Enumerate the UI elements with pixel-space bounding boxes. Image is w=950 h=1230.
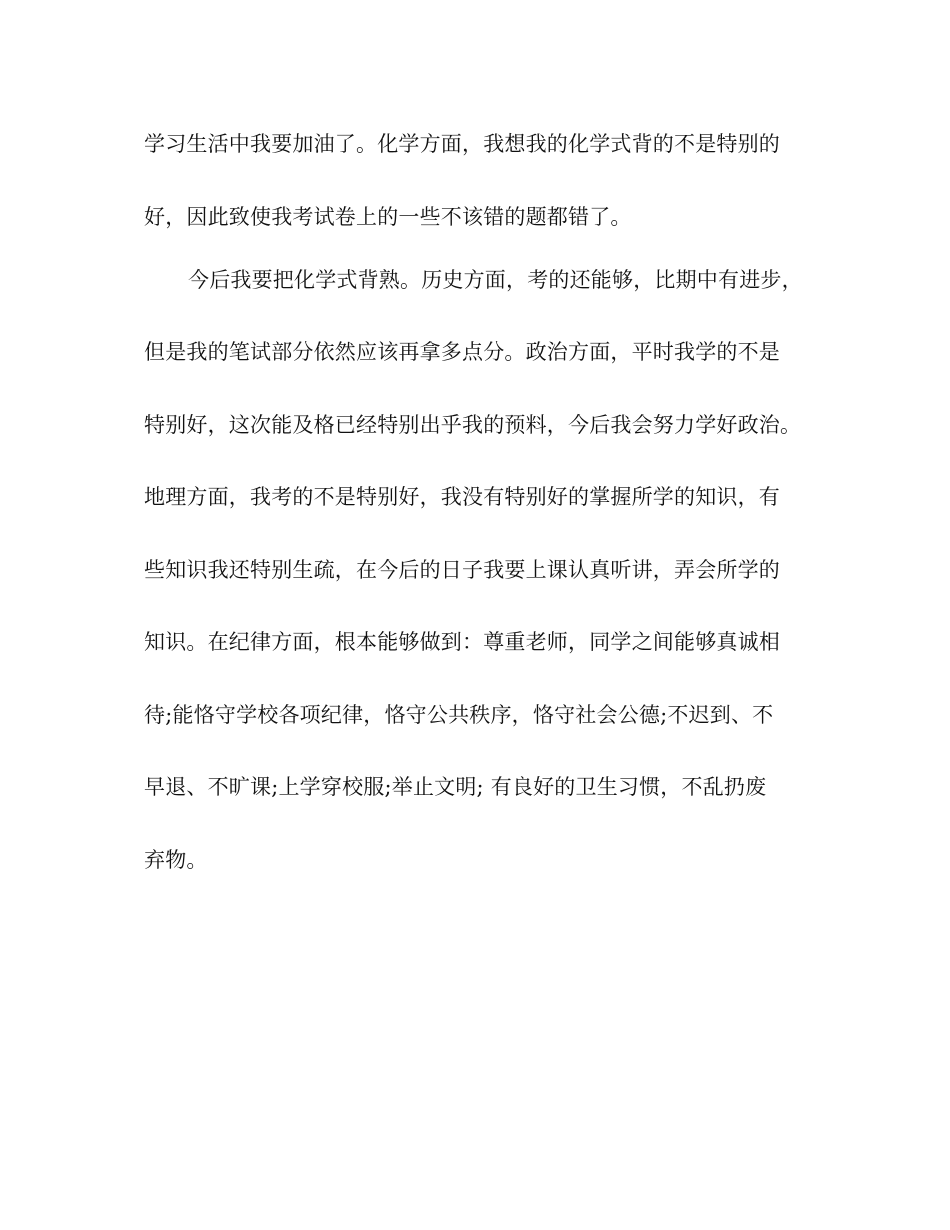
text-line: 知识。在纪律方面，根本能够做到：尊重老师，同学之间能够真诚相 <box>144 630 780 654</box>
text-line: 特别好，这次能及格已经特别出乎我的预料，今后我会努力学好政治。 <box>144 413 802 437</box>
text-line-indented: 今后我要把化学式背熟。历史方面，考的还能够，比期中有进步， <box>188 268 803 292</box>
text-line: 待;能恪守学校各项纪律，恪守公共秩序，恪守社会公德;不迟到、不 <box>144 703 774 727</box>
text-line: 早退、不旷课;上学穿校服;举止文明; 有良好的卫生习惯，不乱扔废 <box>144 775 767 799</box>
text-line: 弃物。 <box>144 848 208 872</box>
text-line: 学习生活中我要加油了。化学方面，我想我的化学式背的不是特别的 <box>144 132 780 156</box>
text-line: 但是我的笔试部分依然应该再拿多点分。政治方面，平时我学的不是 <box>144 340 780 364</box>
text-line: 好，因此致使我考试卷上的一些不该错的题都错了。 <box>144 205 632 229</box>
text-line: 地理方面，我考的不是特别好，我没有特别好的掌握所学的知识，有 <box>144 485 780 509</box>
text-line: 些知识我还特别生疏，在今后的日子我要上课认真听讲，弄会所学的 <box>144 558 780 582</box>
